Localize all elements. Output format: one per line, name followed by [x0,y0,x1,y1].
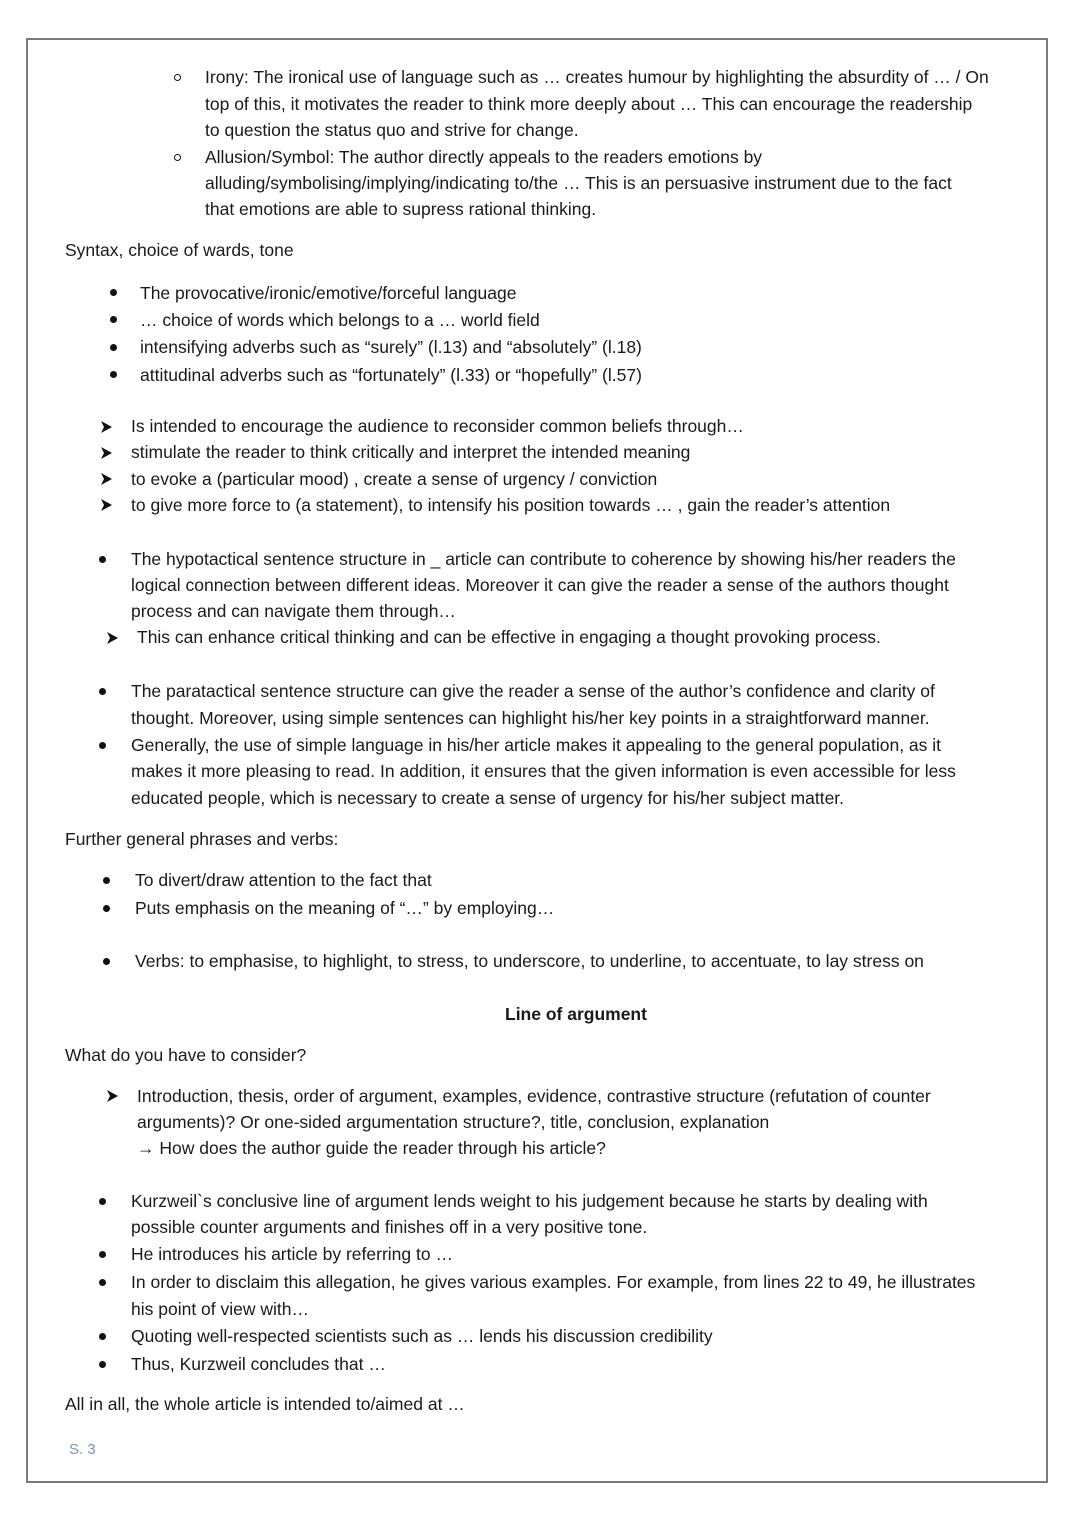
syntax-bullet: … choice of words which belongs to a … world field [140,310,540,330]
consider-heading: What do you have to consider? [65,1045,307,1065]
phrases-bullet: To divert/draw attention to the fact that [135,870,432,890]
paratactical-line-2: thought. Moreover, using simple sentences can highlight his/her key points in a straightforward manner. [131,708,930,728]
hypotactical-line-3: process and can navigate them through… [131,601,456,621]
arrowhead-bullet-icon [100,472,113,486]
syntax-bullet: intensifying adverbs such as “surely” (l.13) and “absolutely” (l.18) [140,337,642,357]
bullet-dot-icon [103,905,110,912]
kurzweil-line: his point of view with… [131,1299,309,1319]
bullet-dot-icon [99,1198,106,1205]
page-number: S. 3 [69,1441,96,1458]
allusion-line-3: that emotions are able to supress rational thinking. [205,199,597,219]
verbs-bullet: Verbs: to emphasise, to highlight, to stress, to underscore, to underline, to accentuate, to lay stress on [135,951,924,971]
section-title: Line of argument [505,1004,647,1024]
kurzweil-line: Quoting well-respected scientists such as … lends his discussion credibility [131,1326,713,1346]
bullet-dot-icon [110,316,117,323]
bullet-dot-icon [110,371,117,378]
irony-line-3: to question the status quo and strive for change. [205,120,579,140]
bullet-dot-icon [110,344,117,351]
bullet-dot-icon [99,556,106,563]
phrases-bullet: Puts emphasis on the meaning of “…” by employing… [135,898,555,918]
consider-line-3: → How does the author guide the reader through his article? [137,1138,606,1158]
effect-arrow-item: to evoke a (particular mood) , create a sense of urgency / conviction [131,469,658,489]
effect-arrow-item: Is intended to encourage the audience to reconsider common beliefs through… [131,416,744,436]
bullet-dot-icon [99,688,106,695]
phrases-heading: Further general phrases and verbs: [65,829,339,849]
hypotactical-arrow: This can enhance critical thinking and can be effective in engaging a thought provoking process. [137,627,881,647]
kurzweil-line: possible counter arguments and finishes off in a very positive tone. [131,1217,648,1237]
kurzweil-line: In order to disclaim this allegation, he gives various examples. For example, from lines 22 to 49, he illustrates [131,1272,976,1292]
bullet-dot-icon [99,1251,106,1258]
syntax-bullet: The provocative/ironic/emotive/forceful language [140,283,517,303]
effect-arrow-item: stimulate the reader to think critically and interpret the intended meaning [131,442,691,462]
arrowhead-bullet-icon [106,631,119,645]
arrowhead-bullet-icon [100,446,113,460]
paratactical-line-1: The paratactical sentence structure can give the reader a sense of the author’s confidence and clarity of [131,681,935,701]
irony-line-1: Irony: The ironical use of language such as … creates humour by highlighting the absurdity of … / On [205,67,989,87]
hollow-circle-bullet-icon [174,74,181,81]
kurzweil-line: Kurzweil`s conclusive line of argument lends weight to his judgement because he starts by dealing with [131,1191,928,1211]
consider-line-2: arguments)? Or one-sided argumentation structure?, title, conclusion, explanation [137,1112,770,1132]
closing-line: All in all, the whole article is intended to/aimed at … [65,1394,465,1414]
bullet-dot-icon [99,1279,106,1286]
simple-language-line-3: educated people, which is necessary to create a sense of urgency for his/her subject matter. [131,788,845,808]
allusion-line-2: alluding/symbolising/implying/indicating to/the … This is an persuasive instrument due to the fact [205,173,952,193]
irony-line-2: top of this, it motivates the reader to think more deeply about … This can encourage the readership [205,94,973,114]
arrowhead-bullet-icon [100,498,113,512]
bullet-dot-icon [99,1361,106,1368]
syntax-heading: Syntax, choice of wards, tone [65,240,294,260]
bullet-dot-icon [103,958,110,965]
hypotactical-line-1: The hypotactical sentence structure in _ article can contribute to coherence by showing his/her readers the [131,549,956,569]
effect-arrow-item: to give more force to (a statement), to intensify his position towards … , gain the reader’s attention [131,495,891,515]
hypotactical-line-2: logical connection between different ideas. Moreover it can give the reader a sense of the authors thought [131,575,949,595]
arrowhead-bullet-icon [106,1089,119,1103]
syntax-bullet: attitudinal adverbs such as “fortunately” (l.33) or “hopefully” (l.57) [140,365,642,385]
bullet-dot-icon [103,877,110,884]
arrowhead-bullet-icon [100,420,113,434]
simple-language-line-2: makes it more pleasing to read. In addition, it ensures that the given information is even accessible for less [131,761,956,781]
bullet-dot-icon [110,289,117,296]
consider-line-1: Introduction, thesis, order of argument, examples, evidence, contrastive structure (refutation of counter [137,1086,931,1106]
kurzweil-line: Thus, Kurzweil concludes that … [131,1354,386,1374]
simple-language-line-1: Generally, the use of simple language in his/her article makes it appealing to the general population, as it [131,735,942,755]
kurzweil-line: He introduces his article by referring to … [131,1244,453,1264]
allusion-line-1: Allusion/Symbol: The author directly appeals to the readers emotions by [205,147,763,167]
hollow-circle-bullet-icon [174,154,181,161]
bullet-dot-icon [99,742,106,749]
bullet-dot-icon [99,1333,106,1340]
